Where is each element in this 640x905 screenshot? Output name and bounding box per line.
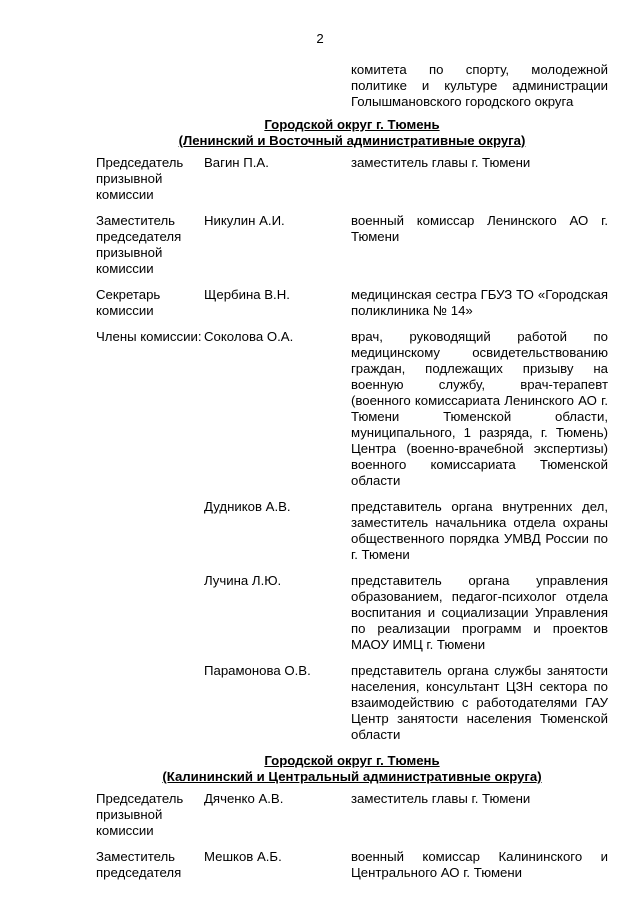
member-name: Дяченко А.В. [204, 791, 284, 806]
member-role: Заместитель председателя [96, 849, 182, 880]
member-position: военный комиссар Калининского и Центрального АО г. Тюмени [351, 849, 608, 880]
member-position: военный комиссар Ленинского АО г. Тюмени [351, 213, 608, 244]
member-name: Вагин П.А. [204, 155, 269, 170]
member-position: представитель органа управления образованием, педагог-психолог отдела воспитания и социализации Управления по реализации программ и проектов МАОУ ИМЦ г. Тюмени [351, 573, 608, 652]
table-row [96, 791, 608, 839]
table-row [96, 573, 608, 653]
member-role: Члены комиссии: [96, 329, 202, 344]
member-name: Соколова О.А. [204, 329, 294, 344]
table-row [96, 329, 608, 489]
section-title-line2: (Ленинский и Восточный административные округа) [178, 133, 526, 148]
table-row [96, 287, 608, 319]
table-row [96, 499, 608, 563]
member-name: Парамонова О.В. [204, 663, 311, 678]
member-name: Дудников А.В. [204, 499, 291, 514]
section-title-line1: Городской округ г. Тюмень [264, 753, 440, 768]
member-role: Секретарь комиссии [96, 287, 161, 318]
member-position: медицинская сестра ГБУЗ ТО «Городская поликлиника № 14» [351, 287, 608, 318]
member-name: Щербина В.Н. [204, 287, 290, 302]
intro-row [96, 62, 608, 110]
member-position: заместитель главы г. Тюмени [351, 791, 531, 806]
table-row [96, 663, 608, 743]
member-position: представитель органа службы занятости населения, консультант ЦЗН сектора по взаимодействию с работодателями ГАУ Центр занятости населения Тюменской области [351, 663, 608, 742]
table-row [96, 213, 608, 277]
member-position: заместитель главы г. Тюмени [351, 155, 531, 170]
member-position: врач, руководящий работой по медицинскому освидетельствованию граждан, подлежащих призыву на военную службу, врач-терапевт (военного комиссариата Ленинского АО г. Тюмени Тюменской области, муниципального, 1 разряда, г. Тюмень) Центра (военно-врачебной экспертизы) военного комиссариата Тюменской области [351, 329, 608, 488]
section-title-line2: (Калининский и Центральный административные округа) [162, 769, 542, 784]
document-body [96, 62, 608, 891]
member-position: представитель органа внутренних дел, заместитель начальника отдела охраны общественного порядка УМВД России по г. Тюмени [351, 499, 608, 562]
member-role: Председатель призывной комиссии [96, 791, 184, 838]
table-row [96, 849, 608, 881]
member-name: Мешков А.Б. [204, 849, 282, 864]
member-role: Председатель призывной комиссии [96, 155, 184, 202]
intro-continuation: комитета по спорту, молодежной политике и культуре администрации Голышмановского городского округа [351, 62, 608, 109]
section-heading-leninsky [96, 117, 608, 149]
page-number: 2 [316, 31, 324, 46]
table-row [96, 155, 608, 203]
section-title-line1: Городской округ г. Тюмень [264, 117, 440, 132]
member-role: Заместитель председателя призывной комиссии [96, 213, 182, 276]
section-heading-kalininsky [96, 753, 608, 785]
member-name: Никулин А.И. [204, 213, 285, 228]
member-name: Лучина Л.Ю. [204, 573, 282, 588]
